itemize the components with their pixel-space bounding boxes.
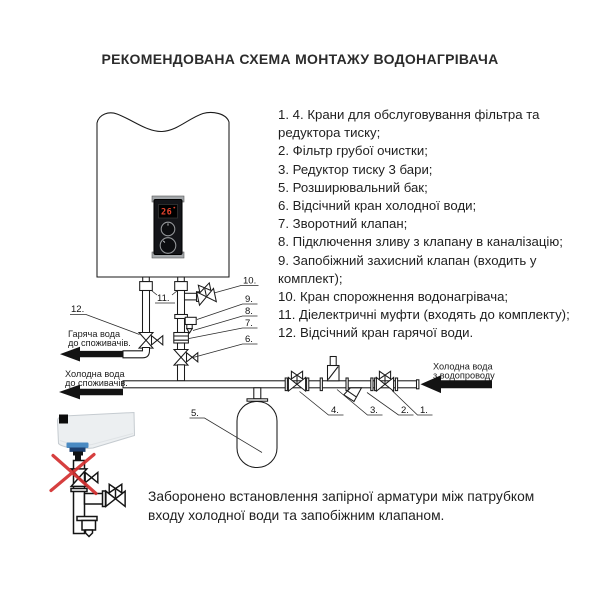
label-3: 3. [370,405,378,416]
knob-lower[interactable] [160,238,176,254]
cold-in-caption-line2: з водопроводу [433,370,495,381]
legend-line: 11. Діелектричні муфти (входять до комплекту); [278,307,570,323]
legend-line: 10. Кран спорожнення водонагрівача; [278,289,509,305]
label-9: 9. [245,294,253,305]
hot-water-arrow [60,347,123,362]
label-4: 4. [331,405,339,416]
label-6: 6. [245,334,253,345]
label-7: 7. [245,318,253,329]
legend-line: 1. 4. Крани для обслуговування фільтра та [278,107,540,122]
inset-side-valve [106,484,125,506]
hot-water-elbow [123,348,150,358]
check-valve-7 [174,333,189,344]
label-10: 10. [243,275,257,287]
temperature-display: 26 [161,207,173,218]
legend-line: 2. Фільтр грубої очистки; [278,143,428,159]
label-8: 8. [245,306,253,317]
prohibited-installation-inset [51,413,135,537]
leader-6 [193,344,258,358]
dielectric-coupling-left [140,277,153,291]
hot-water-caption-line2: до споживачів. [68,338,131,348]
dielectric-coupling-right [175,277,188,291]
label-5: 5. [191,408,199,419]
label-11: 11. [157,293,170,304]
legend-line: 8. Підключення зливу з клапану в каналізацію; [278,234,563,250]
legend-line: 7. Зворотний клапан; [278,216,408,232]
warning-line: Заборонено встановлення запірної арматури між патрубком [148,489,535,504]
legend-line: 12. Відсічний кран гарячої води. [278,325,474,341]
inset-marking [59,415,68,424]
leader-10 [214,286,259,294]
cold-out-caption-line2: до споживачів. [65,378,128,388]
expansion-tank-5 [237,388,277,468]
hot-water-pipe [143,291,150,334]
page-title: РЕКОМЕНДОВАНА СХЕМА МОНТАЖУ ВОДОНАГРІВАЧА [101,51,499,67]
legend-line: 6. Відсічний кран холодної води; [278,198,477,214]
cold-water-riser [178,291,185,315]
cold-out-caption-line1: Холодна вода [65,369,125,379]
drain-valve-10 [195,282,216,305]
label-1: 1. [420,405,428,416]
legend-line: 5. Розширювальний бак; [278,179,428,195]
drain-connection-8 [187,325,192,334]
warning-line: входу холодної води та запобіжним клапаном. [148,508,445,523]
legend-line: редуктора тиску; [278,125,381,141]
legend-line: 3. Редуктор тиску 3 бари; [278,161,433,177]
hot-water-valve-12 [139,333,163,349]
label-12: 12. [71,304,85,315]
cold-in-caption-line1: Холодна вода [433,361,493,372]
warning-text [148,487,534,525]
hot-water-caption-line1: Гаряча вода [68,329,121,339]
legend-line: комплект); [278,270,343,286]
label-2: 2. [401,405,409,416]
control-panel [152,196,184,258]
pressure-reducer-3 [328,357,340,381]
inset-blue-fitting [67,443,89,449]
legend-line: 9. Запобіжний захисний клапан (входить у [278,252,537,268]
